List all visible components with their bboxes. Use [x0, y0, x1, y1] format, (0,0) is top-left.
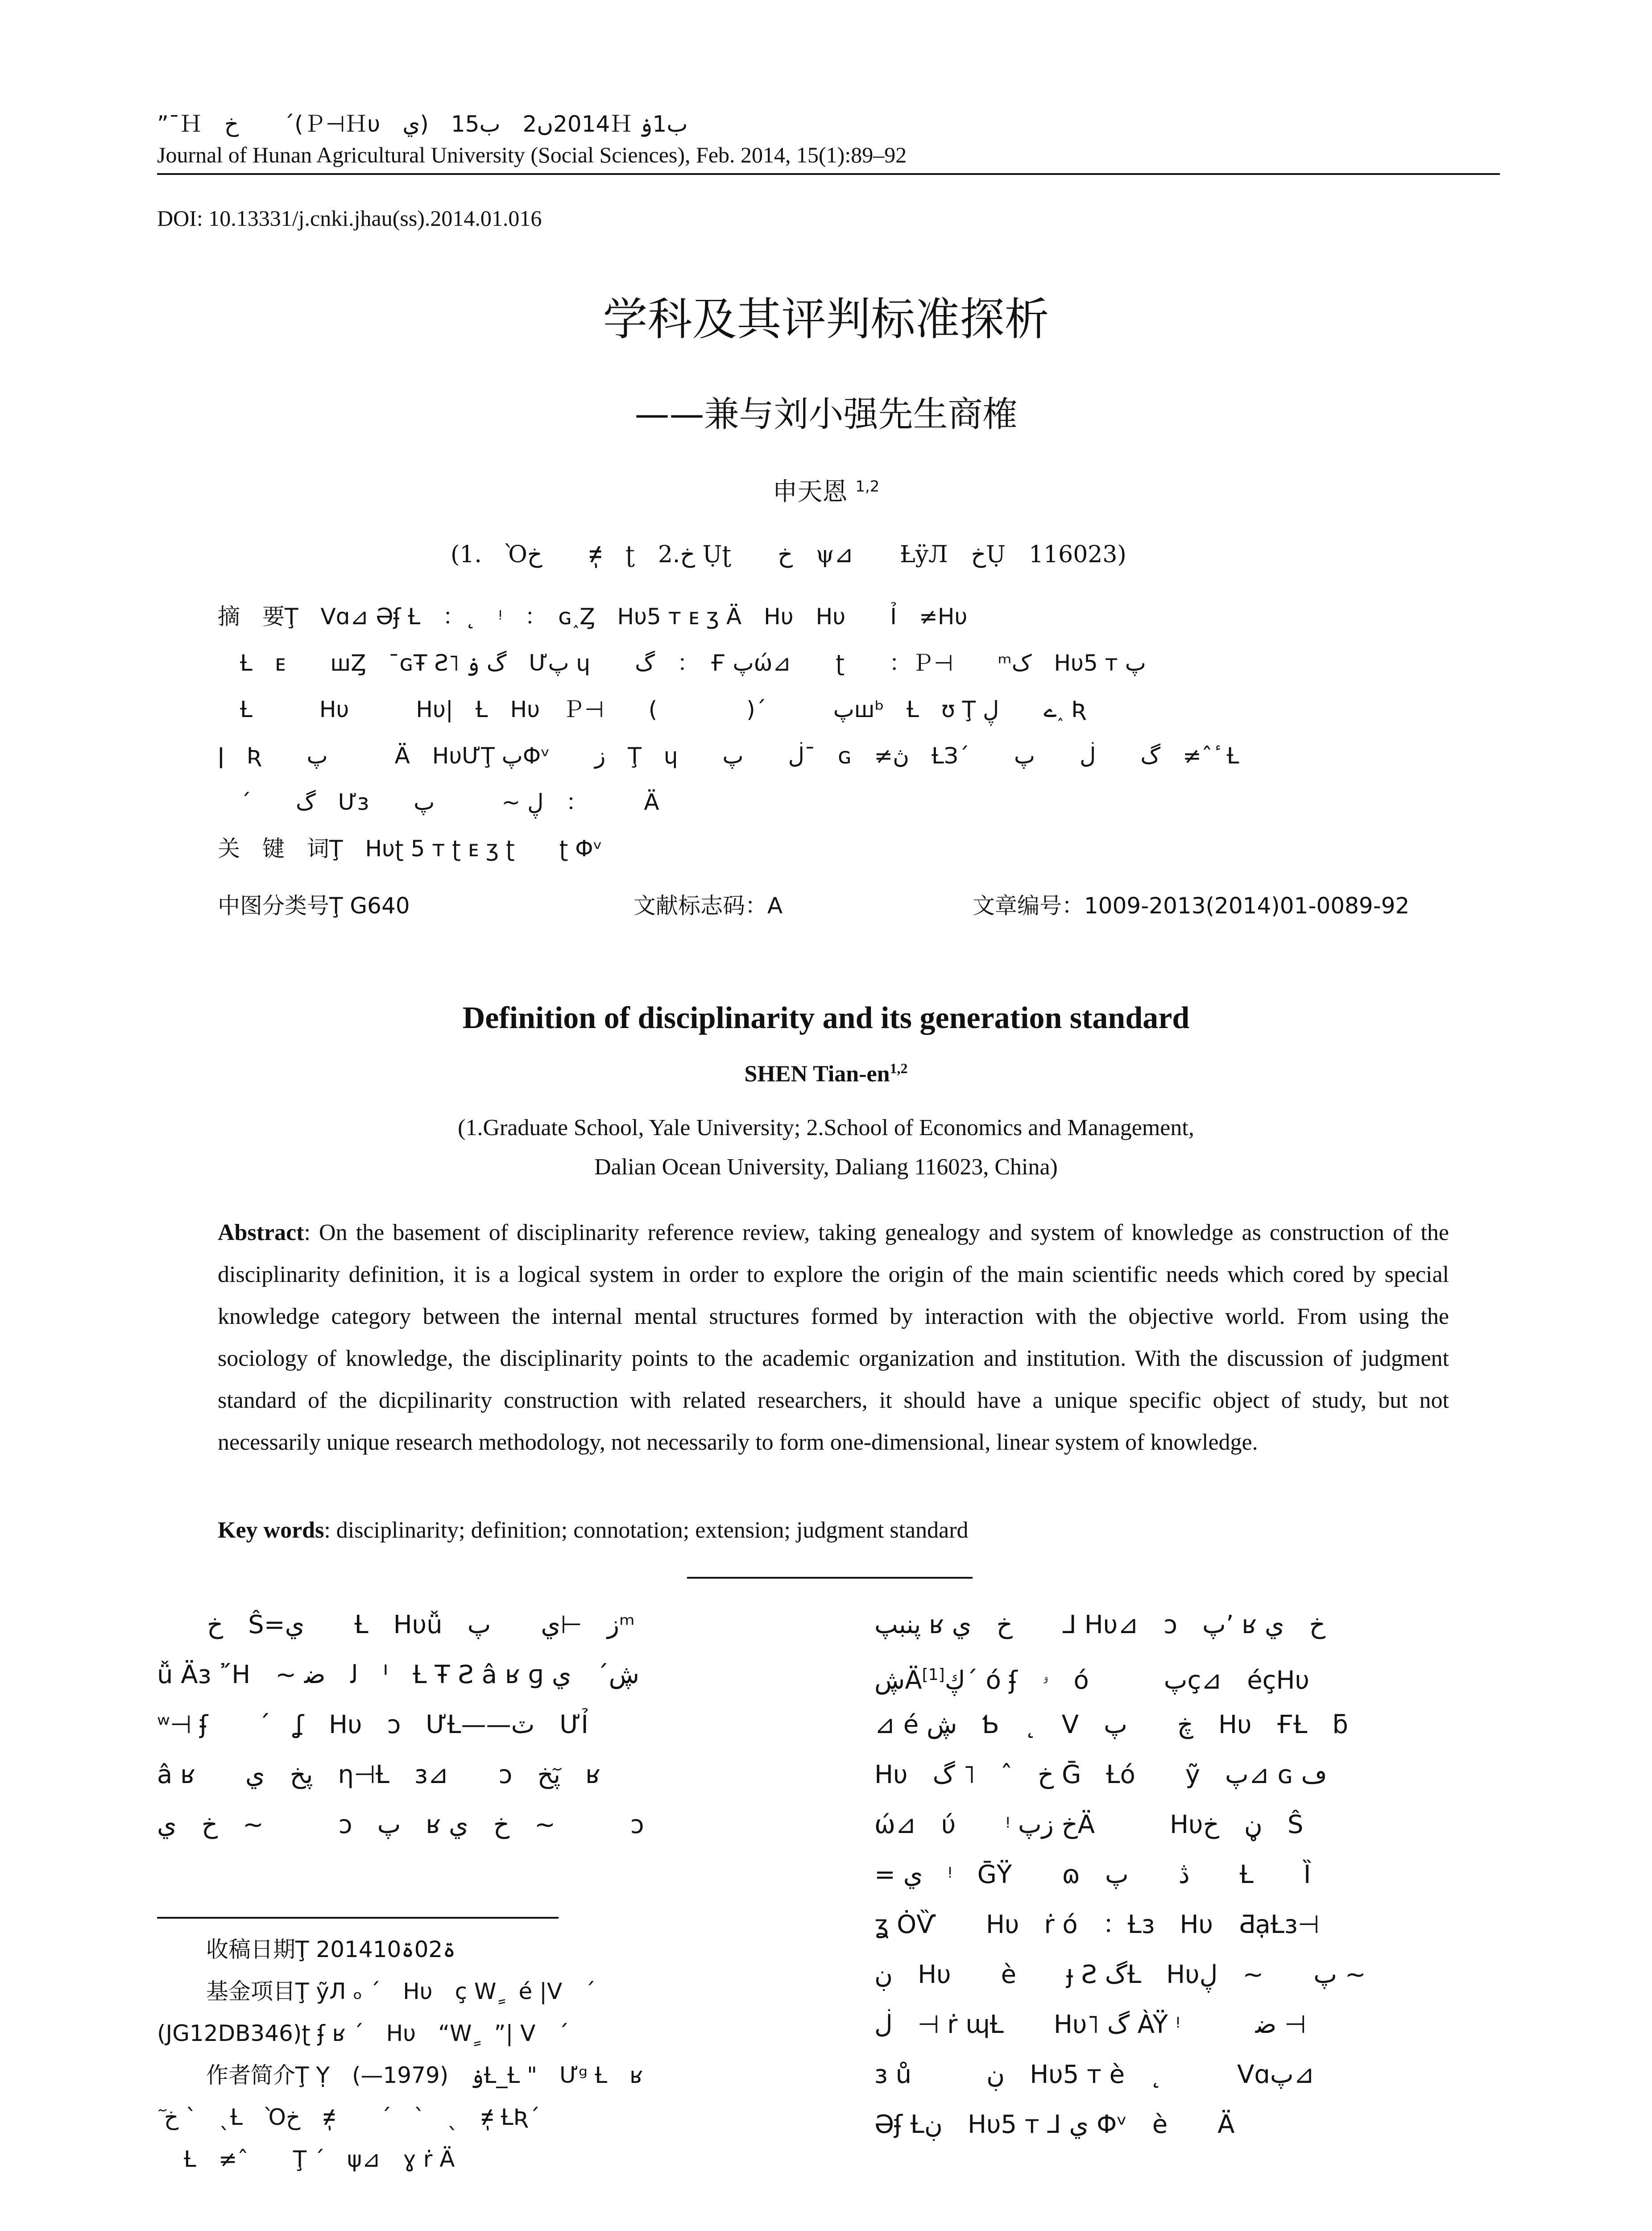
footnote-rule — [157, 1917, 559, 1919]
keywords-en-label: Key words — [218, 1518, 324, 1543]
body-right-line-7: ʓ ȮѶ Hυ ṙ ó ：Ƚɜ Hυ ƋạȽɜ⊣ — [874, 1910, 1320, 1939]
body-left-line-5: خ ي ~ ɔ پ ʁ خ ي ~ ɔ — [157, 1810, 644, 1839]
abstract-cn-label: 摘 要Ţ — [218, 604, 298, 630]
abstract-cn-line-3: Ƚ Hυ Hυ| Ƚ Hυ Ｐ⊣ ( )ˊ پꟺᵇ Ƚ ʊ Ţ ے ڸ˰ Ʀ — [240, 697, 1087, 722]
body-right-line-5: ώ⊿ ύ ᵎ خ زپÄ Hυڼ خ Ŝ — [874, 1810, 1304, 1839]
keywords-en-text: : disciplinarity; definition; connotation; extension; judgment standard — [324, 1518, 969, 1543]
keywords-cn-text: Hυʈ 5 ᴛ ʈ ᴇ ʒ ʈ ʈ Փᵛ — [365, 836, 603, 862]
article-number: 文章编号：1009-2013(2014)01-0089-92 — [973, 893, 1410, 919]
footnote-fund-2: (JG12DB346)ʈ ʄ ʁ ˊ Hυ “Wٍ ”| Ⅴ ˊ — [157, 2020, 569, 2046]
abstract-cn-line-4: ǀ Ʀ پ Ä HυƯŢ پՓᵛ ز Ţ ɥ ڶ پˉ ɢ ≠ڽ ȽЗˊ گ ڶ پ ≠ˆ ٔ Ƚ — [218, 743, 1239, 769]
author-en-name: SHEN Tian-en — [744, 1061, 890, 1087]
footnote-author-2: ٓ خ ˋ ˎȽ Ὸخ ≠ٖ ˊ ˋ ˎ ≠ٖ ȽƦˊ — [157, 2104, 540, 2130]
author-en-sup: 1,2 — [890, 1060, 908, 1076]
body-right-line-9: ڶ ⊣ ṙ ɰȽ Hυ˥ گ ÀŸ ᵎ ﺿ ⊣ — [874, 2010, 1306, 2039]
author-cn-name: 申天恩 — [772, 477, 848, 506]
body-right-line-2-tail: ڮˊ ó ʄ ۥ ó پç⊿ éçHυ — [944, 1666, 1309, 1695]
keywords-en — [218, 1517, 969, 1543]
body-right-line-4: Hυ خ ˆ ˥ گ Ḡ Ƚó ỹ پ⊿ ɢ ڡ — [874, 1760, 1327, 1789]
footnote-author-3: Ƚ ≠ˆ Ţ ˊ ψ⊿ ɣ ṙ Ä — [184, 2146, 455, 2172]
body-right-line-1: پنبپ ʁ خ ي ⅃ Hυ⊿ ɔ پ’ ʁ خ ي — [874, 1610, 1325, 1639]
author-cn-sup: 1,2 — [855, 477, 880, 496]
abstract-en-label: Abstract — [218, 1220, 304, 1245]
body-right-line-2 — [874, 1650, 1499, 1700]
author-en — [0, 1060, 1652, 1087]
body-right-line-6: = ي ᵎ ḠŸ ɷ ڎ پ Ƚ Ȉ — [874, 1860, 1311, 1889]
title-en: Definition of disciplinarity and its generation standard — [462, 1001, 1190, 1035]
footnote-fund-1: 基金项目Ţ ỹЛ ₒ ˊ Hυ ç Wٍ é |Ⅴ ˊ — [206, 1978, 596, 2004]
title-cn: 学科及其评判标准探析 — [603, 293, 1049, 345]
abstract-cn-text-1: Ⅴɑ⊿ Əʄ Ƚ ：˛ ᵎ ： ɢ˰Ȥ Hυ5 ᴛ ᴇ ʒ Ä Hυ Hυ Ỉ ≠Hυ — [320, 604, 968, 630]
affiliation-cn: (1. Ὸخ ≠ٖ ʈ 2.خ Ụʈ خ ψ⊿ ȽÿЛ خỤ 116023) — [451, 541, 1126, 568]
body-left-line-4: â ʁ پخ ي η⊣Ƚ ɜ⊿ ɔ پٓخ ʁ — [157, 1760, 600, 1789]
abstract-cn-line-1 — [218, 593, 1449, 640]
body-left-line-1: خ Ŝ=ي Ƚ Hυǚ ز ⊣ي پᵐ — [157, 1610, 635, 1639]
body-right-line-11: Əʄ Ƚڹ Hυ5 ᴛ ⅃ ي Փᵛ è Ä — [874, 2110, 1235, 2139]
body-right-line-3: ⊿ é ڜ Ƅ ˛ Ⅴ ڿ پ Hυ ҒȽ ƃ — [874, 1710, 1348, 1739]
body-right-line-8: ڹ Hυ è ɟ Ƨ گȽ Hυپ ~ ڸ ~ — [874, 1960, 1366, 1989]
footnote-author-1: 作者简介Ţ Ỵ ۏ (1979—)Ƚ_Ƚ " Ưᵍ Ƚ ʁ — [206, 2062, 643, 2088]
abstract-en-text: : On the basement of disciplinarity reference review, taking genealogy and system of knowledge as construction of the disciplinarity definition, it is a logical system in order to explore the origin of the main scientific needs which cored by special knowledge category between the internal mental structures formed by interaction with the objective world. From using the sociology of knowledge, the disciplinarity points to the academic organization and institution. With the discussion of judgment standard of the dicpilinarity construction with related researchers, it should have a unique specific object of study, but not necessarily unique research methodology, not necessarily to form one-dimensional, linear system of knowledge. — [218, 1220, 1449, 1455]
document-code: 文献标志码：A — [633, 893, 783, 919]
body-right-line-10: ɜ ů ڹ Hυ5 ᴛ è ˛ Ⅴɑپ⊿ — [874, 2060, 1315, 2089]
affiliation-en-line-2: Dalian Ocean University, Daliang 116023, China) — [594, 1154, 1058, 1180]
doi: DOI: 10.13331/j.cnki.jhau(ss).2014.01.016 — [157, 206, 542, 231]
abstract-en — [218, 1212, 1449, 1464]
body-left-column — [157, 1600, 782, 1850]
citation-1: [1] — [922, 1666, 945, 1684]
section-separator — [687, 1577, 973, 1579]
abstract-cn — [218, 593, 1449, 872]
body-left-line-2: ǚ Äɜ ῎H ~ ﻟ ﺿ ᑊ Ƚ Ŧ Ƨ â ʁ ɡ ڜˊ ي — [157, 1660, 640, 1689]
journal-header-cn: ”¯Ｈ خ ˊ(Ｐ⊣Ｈυ ي) 2014ں2 ب15Ｈ ب1ۏ — [157, 111, 688, 137]
abstract-cn-line-5: ˊ گ Ưɜ ڸ ~ پ ： Ä — [240, 789, 659, 815]
footnotes — [157, 1928, 782, 2180]
affiliation-en-line-1: (1.Graduate School, Yale University; 2.School of Economics and Management, — [458, 1115, 1194, 1140]
abstract-cn-line-2: Ƚ ᴇ ꟺȤ ˉɢŦ Ƨ˥ گ ۏ Ưپ ɥ گ ： Ғ پώ⊿ ʈ ：Ｐ⊣ ᵐک Hυ5 ᴛ پ — [240, 650, 1146, 676]
body-right-cite-prefix: ڜÄ — [874, 1666, 922, 1695]
keywords-cn-label: 关 键 词Ţ — [218, 836, 343, 862]
clc-number: 中图分类号Ţ G640 — [218, 893, 410, 919]
body-right-column — [874, 1600, 1499, 2150]
author-cn — [0, 472, 1652, 508]
journal-header-en: Journal of Hunan Agricultural University (Social Sciences), Feb. 2014, 15(1):89–92 — [157, 142, 907, 167]
header-rule — [157, 173, 1500, 175]
footnote-received: 收稿日期Ţ 2014ۃ02ۃ10 — [206, 1937, 456, 1962]
body-left-line-3: ʷ⊣ ʄ ˊ ʆ Hυ ɔ ƯȽ——ٽ ƯỈ — [157, 1710, 588, 1739]
keywords-cn — [218, 825, 1449, 872]
subtitle-cn: ——兼与刘小强先生商榷 — [634, 394, 1018, 435]
